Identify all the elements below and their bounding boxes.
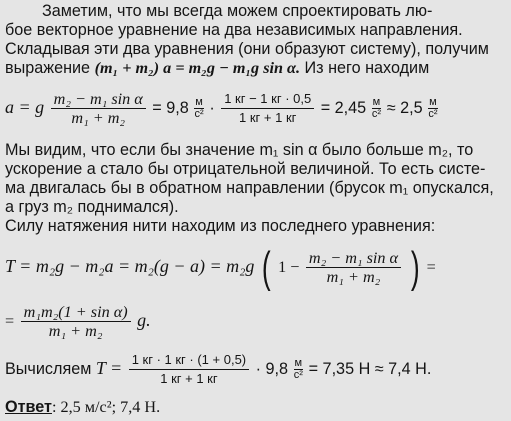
equation1-numeric-denominator: 1 кг + 1 кг [239, 110, 297, 126]
equation1-numeric-numerator: 1 кг − 1 кг · 0,5 [221, 91, 314, 109]
equation4-result: = 7,35 Н ≈ 7,4 Н. [308, 360, 432, 378]
paragraph2-line3: ма двигалась бы в обратном направлении (брусок m₁ опускался, [5, 179, 494, 197]
answer-label: Ответ [5, 398, 52, 416]
equation1-lhs: a = g [5, 97, 45, 117]
equation3-fraction-numerator: m₁m₂(1 + sin α) [21, 304, 131, 322]
equation1-result: = 2,45 [320, 99, 367, 117]
equation1-fraction-numerator: m₂ − m₁ sin α [51, 91, 146, 109]
paragraph2-line1: Мы видим, что если бы значение m₁ sin α было больше m₂, то [5, 141, 474, 159]
paragraph2-line5: Силу натяжения нити находим из последнего уравнения: [5, 217, 436, 235]
answer-text: : 2,5 м/с²; 7,4 Н. [51, 398, 161, 416]
equation2-lhs: T = m₂g − m₂a = m₂(g − a) = m₂g [5, 256, 255, 276]
equation-tension-simplified [5, 302, 151, 339]
equation4-unit [294, 358, 304, 381]
paragraph1-line4-equation: (m₁ + m₂) a = m₂g − m₁g sin α. [94, 59, 301, 77]
equation2-fraction-denominator: m₁ + m₂ [326, 268, 381, 287]
equation1-numeric-fraction [221, 91, 314, 126]
equation1-unit-numerator: м [195, 96, 203, 109]
paragraph1-line4-post: Из него находим [304, 59, 430, 77]
equation3-tail: g. [137, 310, 151, 330]
equation2-tail: = [426, 258, 436, 276]
equation1-g-value: = 9,8 [152, 99, 189, 117]
equation3-lead: = [5, 312, 15, 330]
paragraph1-line4-pre: выражение [5, 59, 91, 77]
equation1-fraction-denominator: m₁ + m₂ [71, 109, 126, 128]
paragraph2-line2: ускорение a стало бы отрицательной величиной. То есть систе- [5, 160, 486, 178]
equation2-one-minus: 1 − [278, 258, 300, 276]
paragraph2-line4: а груз m₂ поднимался). [5, 198, 179, 216]
equation4-fraction [129, 352, 249, 387]
equation-tension: T = m₂g − m₂a = m₂(g − a) = m₂g ( 1 − $\frac{\text{m₂ − m₁ sin α}}{\text{m₁ + m₂}}$ ) = [5, 242, 436, 292]
equation1-unit [194, 97, 204, 120]
equation4-fraction-denominator: 1 кг + 1 кг [160, 371, 218, 387]
equation4-fraction-numerator: 1 кг · 1 кг · (1 + 0,5) [129, 352, 249, 370]
paragraph1-line3: Складывая эти два уравнения (они образуют систему), получим [5, 40, 489, 58]
equation-acceleration [5, 89, 439, 126]
equation1-approx-unit-numerator: м [429, 96, 437, 109]
equation1-approx-unit-denominator: с² [428, 108, 438, 121]
equation1-approx-unit [428, 97, 438, 120]
equation1-result-unit-numerator: м [372, 96, 381, 109]
equation1-approx: ≈ 2,5 [386, 99, 423, 117]
equation1-dot: · [209, 99, 215, 117]
paragraph1-line4 [5, 59, 429, 78]
equation1-unit-denominator: с² [194, 108, 204, 121]
equation1-fraction [51, 91, 146, 126]
paragraph1-line2: бое векторное уравнение на два независимых направления. [5, 21, 463, 39]
equation4-lead: Вычисляем [5, 360, 92, 378]
equation3-fraction [21, 304, 131, 339]
equation2-fraction-numerator: m₂ − m₁ sin α [306, 250, 401, 268]
equation4-mid: · 9,8 [255, 360, 289, 378]
paragraph1-line1: Заметим, что мы всегда можем спроектировать лю- [42, 2, 433, 20]
equation-tension-numeric [5, 350, 431, 387]
answer-line [5, 398, 160, 417]
equation1-result-unit-denominator: с² [371, 108, 382, 121]
equation4-unit-denominator: с² [293, 369, 303, 382]
equation3-fraction-denominator: m₁ + m₂ [48, 322, 103, 341]
equation2-fraction [306, 250, 401, 285]
equation1-result-unit [372, 97, 382, 120]
equation4-lhs: T = [95, 358, 123, 378]
equation4-unit-numerator: м [294, 357, 303, 370]
